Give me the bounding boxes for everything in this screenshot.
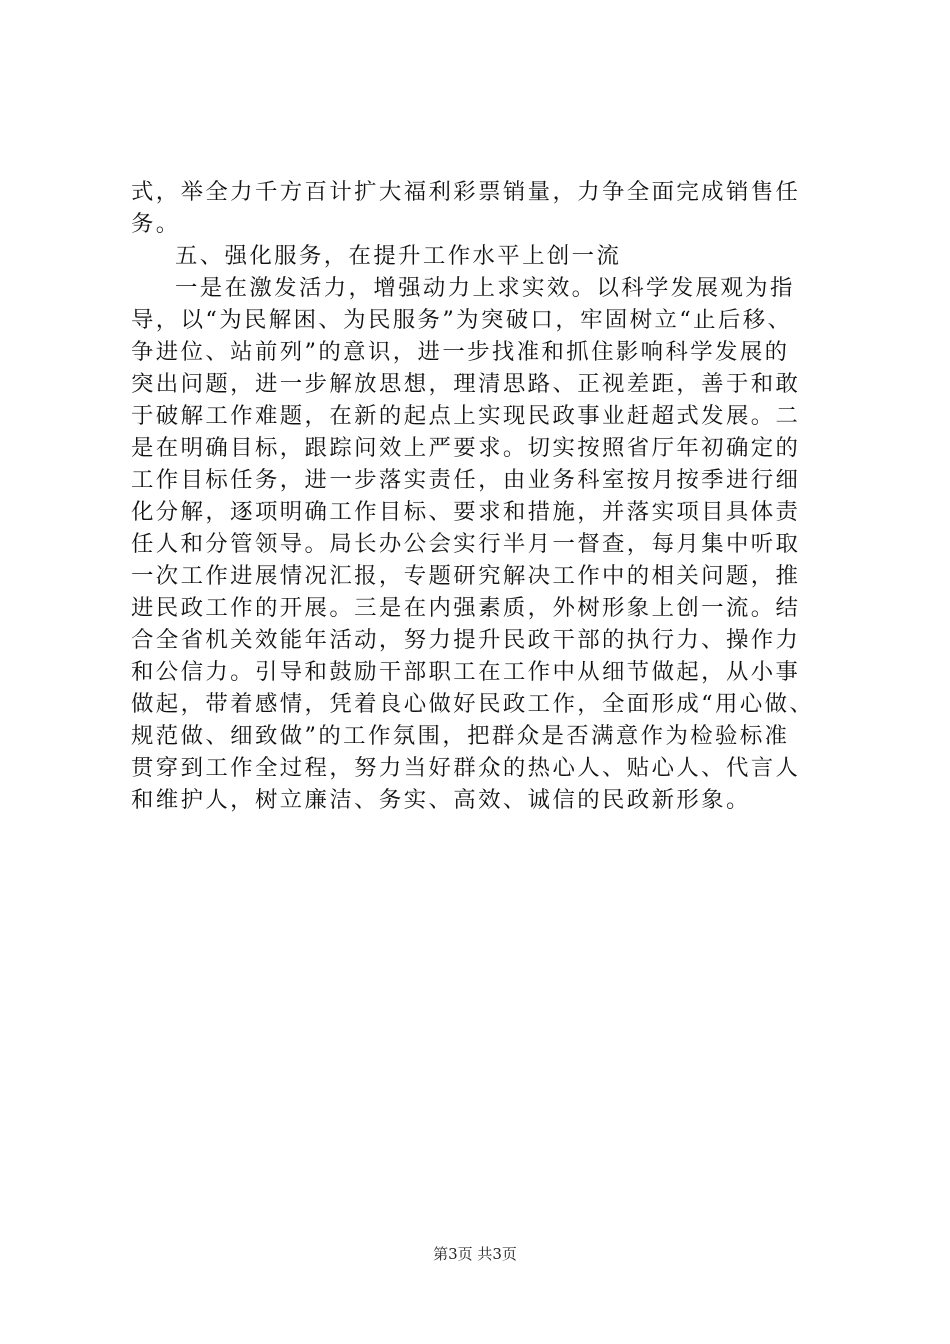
text-line: 式，举全力千方百计扩大福利彩票销量，力争全面完成销售任	[131, 179, 801, 205]
text-line: 是在明确目标，跟踪问效上严要求。切实按照省厅年初确定的	[131, 435, 801, 461]
text-line: 和维护人，树立廉洁、务实、高效、诚信的民政新形象。	[131, 787, 751, 813]
document-body	[131, 176, 831, 816]
text-line: 一是在激发活力，增强动力上求实效。以科学发展观为指	[175, 275, 795, 301]
text-line: 务。	[131, 211, 181, 237]
page-footer: 第3页 共3页	[433, 1245, 517, 1263]
text-line: 工作目标任务，进一步落实责任，由业务科室按月按季进行细	[131, 467, 801, 493]
text-line: 化分解，逐项明确工作目标、要求和措施，并落实项目具体责	[131, 499, 801, 525]
text-line: 合全省机关效能年活动，努力提升民政干部的执行力、操作力	[131, 627, 801, 653]
text-line: 规范做、细致做”的工作氛围，把群众是否满意作为检验标准	[131, 723, 790, 749]
text-line: 做起，带着感情，凭着良心做好民政工作，全面形成“用心做、	[131, 691, 815, 717]
text-line: 五、强化服务，在提升工作水平上创一流	[175, 243, 622, 269]
text-line: 突出问题，进一步解放思想，理清思路、正视差距，善于和敢	[131, 371, 801, 397]
text-line: 一次工作进展情况汇报，专题研究解决工作中的相关问题，推	[131, 563, 801, 589]
text-line: 导，以“为民解困、为民服务”为突破口，牢固树立“止后移、	[131, 307, 793, 333]
text-line: 贯穿到工作全过程，努力当好群众的热心人、贴心人、代言人	[131, 755, 801, 781]
text-line: 于破解工作难题，在新的起点上实现民政事业赶超式发展。二	[131, 403, 801, 429]
text-line: 争进位、站前列”的意识，进一步找准和抓住影响科学发展的	[131, 339, 790, 365]
text-line: 和公信力。引导和鼓励干部职工在工作中从细节做起，从小事	[131, 659, 801, 685]
text-line: 任人和分管领导。局长办公会实行半月一督查，每月集中听取	[131, 531, 801, 557]
text-line: 进民政工作的开展。三是在内强素质，外树形象上创一流。结	[131, 595, 801, 621]
